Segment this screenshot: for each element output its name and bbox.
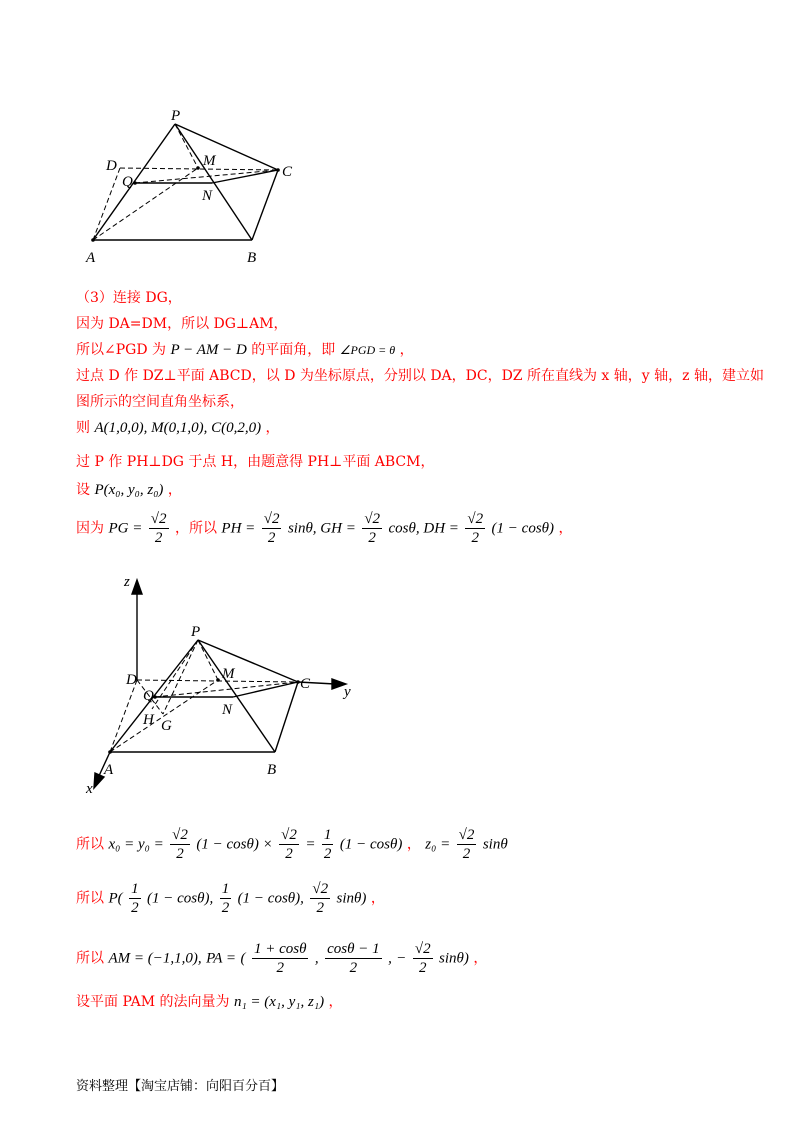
label2-h: H: [143, 712, 154, 728]
label2-n: N: [222, 702, 233, 718]
label2-g: G: [161, 718, 172, 734]
text-points: 则 A(1,0,0), M(0,1,0), C(0,2,0) ，: [76, 420, 280, 436]
label2-m: M: [222, 666, 235, 682]
label-a: A: [86, 250, 96, 266]
edge2-nc: [233, 682, 298, 697]
text-step3: （3）连接 DG，: [76, 290, 182, 306]
label2-y: y: [344, 684, 351, 700]
text-vectors: 所以 AM = (−1,1,0), PA = ( $\frac{1 + \cos\theta}{2}$ , $\frac{\cos\theta - 1}{2}$ , − $\frac{√2}{2}$ sinθ) ，: [76, 941, 488, 976]
footer-source: 资料整理【淘宝店铺：向阳百分百】: [76, 1079, 285, 1094]
text-normal-vector: 设平面 PAM 的法向量为 n₁ = (x₁, y₁, z₁) ，: [76, 994, 343, 1010]
label2-d: D: [126, 672, 137, 688]
label2-x: x: [86, 781, 93, 797]
text-pg-values: 因为 PG = $\frac{√2}{2}$ ，所以 PH = $\frac{√2}{2}$ sinθ, GH = $\frac{√2}{2}$ cosθ, DH = $\frac{√2}{2}$ (1 − cosθ) ，: [76, 511, 573, 546]
label2-a: A: [104, 762, 114, 778]
text-coordinate-system: 图所示的空间直角坐标系，: [76, 394, 244, 410]
edge2-da: [110, 680, 137, 752]
label-n: N: [202, 188, 213, 204]
label-b: B: [247, 250, 257, 266]
text-p-coords: 所以 P( $\frac{1}{2}$ (1 − cosθ), $\frac{1}{2}$ (1 − cosθ), $\frac{√2}{2}$ sinθ) ，: [76, 881, 385, 916]
edge2-ph: [152, 640, 198, 709]
label2-b: B: [267, 762, 277, 778]
text-ph-perp: 过 P 作 PH⊥DG 于点 H，由题意得 PH⊥平面 ABCM，: [76, 454, 435, 470]
edge2-pm: [198, 640, 218, 680]
label2-z: z: [124, 574, 130, 590]
label2-q: Q: [143, 688, 154, 704]
label2-c: C: [300, 676, 311, 692]
edge2-am: [110, 680, 218, 752]
edge2-qc: [155, 682, 298, 697]
label-d: D: [106, 158, 117, 174]
text-set-p: 设 P(x₀, y₀, z₀) ，: [76, 482, 182, 498]
label-m: M: [203, 153, 216, 169]
text-x0-y0-z0: 所以 x₀ = y₀ = $\frac{√2}{2}$ (1 − cosθ) × $\frac{√2}{2}$ = $\frac{1}{2}$ (1 − cosθ) ， z₀ = $\frac{√2}{2}$ sinθ: [76, 827, 508, 862]
label-p: P: [171, 108, 181, 124]
edge2-bc: [275, 682, 298, 752]
label-q: Q: [122, 174, 133, 190]
text-da-dm: 因为 DA=DM，所以 DG⊥AM，: [76, 316, 288, 332]
label-c: C: [282, 164, 293, 180]
text-angle-pgd: 所以∠PGD 为 P − AM − D 的平面角，即 ∠PGD = θ ，: [76, 342, 414, 358]
text-coordinate-setup: 过点 D 作 DZ⊥平面 ABCD，以 D 为坐标原点，分别以 DA，DC，DZ 所在直线为 x 轴，y 轴，z 轴，建立如: [76, 368, 764, 384]
label2-p: P: [191, 624, 201, 640]
